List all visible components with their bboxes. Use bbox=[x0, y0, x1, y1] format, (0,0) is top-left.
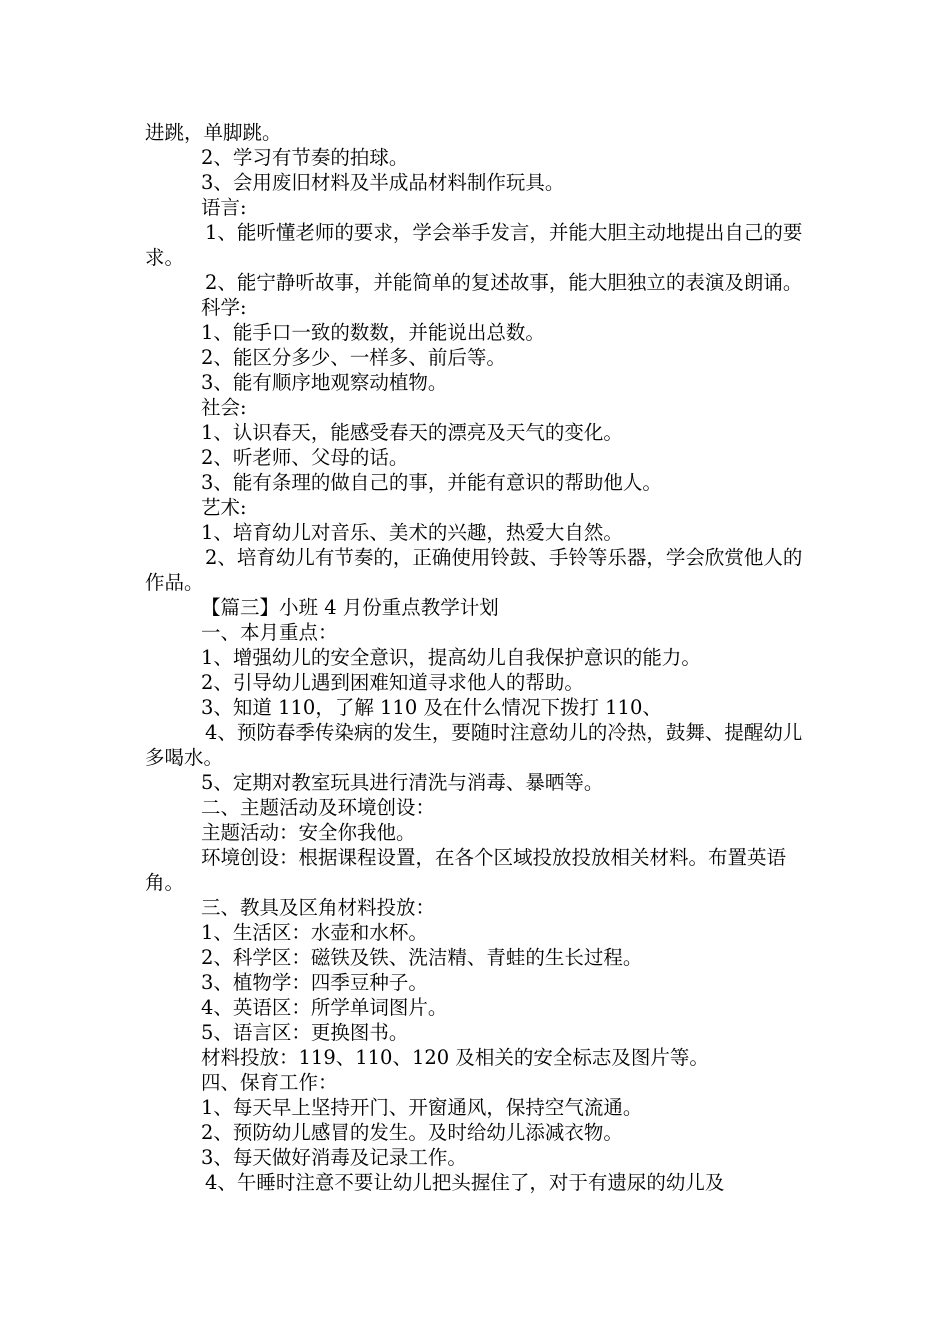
paragraph: 1、认识春天，能感受春天的漂亮及天气的变化。 bbox=[201, 421, 623, 444]
paragraph: 环境创设：根据课程设置，在各个区域投放投放相关材料。布置英语角。 bbox=[145, 846, 787, 894]
paragraph: 艺术: bbox=[201, 496, 247, 519]
paragraph: 【篇三】小班 4 月份重点教学计划 bbox=[201, 596, 499, 619]
paragraph: 一、本月重点： bbox=[201, 621, 338, 644]
paragraph: 科学: bbox=[201, 296, 247, 319]
paragraph: 5、定期对教室玩具进行清洗与消毒、暴晒等。 bbox=[201, 771, 604, 794]
paragraph: 4、午睡时注意不要让幼儿把头握住了，对于有遗尿的幼儿及 bbox=[205, 1171, 725, 1194]
paragraph: 语言: bbox=[201, 196, 247, 219]
paragraph: 3、能有条理的做自己的事，并能有意识的帮助他人。 bbox=[201, 471, 662, 494]
document-body bbox=[145, 120, 810, 1195]
paragraph: 2、科学区：磁铁及铁、洗洁精、青蛙的生长过程。 bbox=[201, 946, 643, 969]
paragraph: 2、能宁静听故事，并能简单的复述故事，能大胆独立的表演及朗诵。 bbox=[205, 271, 803, 294]
paragraph: 2、学习有节奏的拍球。 bbox=[201, 146, 409, 169]
paragraph: 2、预防幼儿感冒的发生。及时给幼儿添减衣物。 bbox=[201, 1121, 623, 1144]
paragraph: 2、培育幼儿有节奏的，正确使用铃鼓、手铃等乐器，学会欣赏他人的作品。 bbox=[145, 546, 803, 594]
paragraph: 2、听老师、父母的话。 bbox=[201, 446, 409, 469]
paragraph: 3、会用废旧材料及半成品材料制作玩具。 bbox=[201, 171, 565, 194]
paragraph: 3、知道 110，了解 110 及在什么情况下拨打 110、 bbox=[201, 696, 662, 719]
paragraph: 3、植物学：四季豆种子。 bbox=[201, 971, 428, 994]
paragraph: 1、能手口一致的数数，并能说出总数。 bbox=[201, 321, 545, 344]
paragraph: 4、英语区：所学单词图片。 bbox=[201, 996, 448, 1019]
paragraph: 材料投放：119、110、120 及相关的安全标志及图片等。 bbox=[201, 1046, 709, 1069]
paragraph: 1、培育幼儿对音乐、美术的兴趣，热爱大自然。 bbox=[201, 521, 623, 544]
paragraph: 进跳，单脚跳。 bbox=[145, 121, 282, 144]
paragraph: 四、保育工作： bbox=[201, 1071, 338, 1094]
paragraph: 5、语言区：更换图书。 bbox=[201, 1021, 409, 1044]
paragraph: 1、生活区：水壶和水杯。 bbox=[201, 921, 428, 944]
paragraph: 二、主题活动及环境创设： bbox=[201, 796, 436, 819]
paragraph: 主题活动：安全你我他。 bbox=[201, 821, 416, 844]
paragraph: 3、能有顺序地观察动植物。 bbox=[201, 371, 448, 394]
paragraph: 1、每天早上坚持开门、开窗通风，保持空气流通。 bbox=[201, 1096, 643, 1119]
paragraph: 1、增强幼儿的安全意识，提高幼儿自我保护意识的能力。 bbox=[201, 646, 701, 669]
paragraph: 三、教具及区角材料投放： bbox=[201, 896, 436, 919]
paragraph: 1、能听懂老师的要求，学会举手发言，并能大胆主动地提出自己的要求。 bbox=[145, 221, 803, 269]
paragraph: 社会: bbox=[201, 396, 247, 419]
paragraph: 2、引导幼儿遇到困难知道寻求他人的帮助。 bbox=[201, 671, 584, 694]
paragraph: 2、能区分多少、一样多、前后等。 bbox=[201, 346, 506, 369]
paragraph: 3、每天做好消毒及记录工作。 bbox=[201, 1146, 467, 1169]
paragraph: 4、预防春季传染病的发生，要随时注意幼儿的冷热，鼓舞、提醒幼儿多喝水。 bbox=[145, 721, 803, 769]
